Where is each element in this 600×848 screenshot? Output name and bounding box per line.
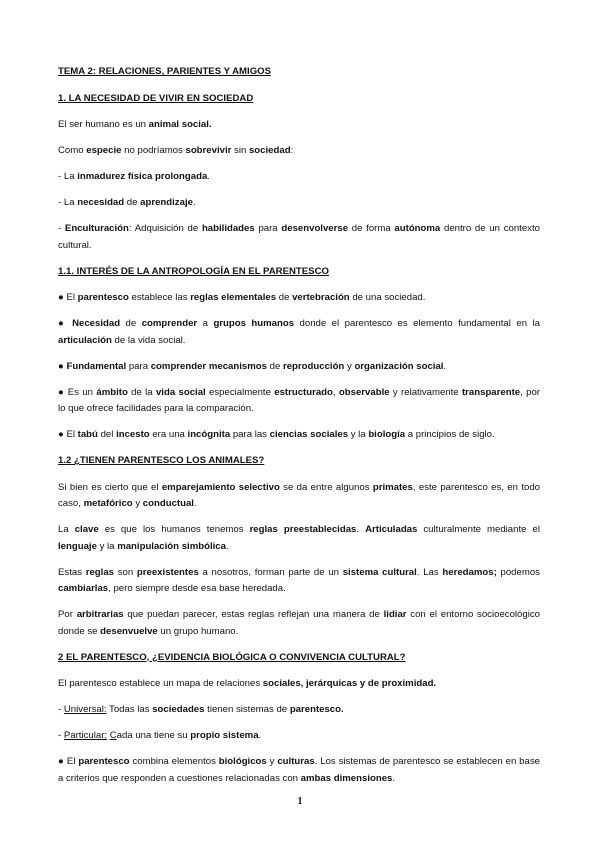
- document-title: TEMA 2: RELACIONES, PARIENTES Y AMIGOS: [58, 66, 272, 77]
- bullet-item: ● El tabú del incesto era una incógnita para las ciencias sociales y la biología a principios de siglo.: [58, 429, 495, 440]
- bullet-item: ● El parentesco establece las reglas elementales de vertebración de una sociedad.: [58, 292, 426, 303]
- paragraph: Estas reglas son preexistentes a nosotros, forman parte de un sistema cultural. Las heredamos; podemos cambiarlas, pero siempre desde esa base heredada.: [58, 566, 540, 594]
- list-item: - La inmadurez física prolongada.: [58, 171, 210, 182]
- section-heading-1-1: 1.1. INTERÉS DE LA ANTROPOLOGÍA EN EL PARENTESCO: [58, 265, 329, 277]
- document-body: [58, 64, 540, 797]
- paragraph: El ser humano es un animal social.: [58, 119, 212, 130]
- paragraph: Como especie no podríamos sobrevivir sin sociedad:: [58, 145, 294, 156]
- bullet-item: ● Necesidad de comprender a grupos humanos donde el parentesco es elemento fundamental en la articulación de la vida social.: [58, 318, 540, 346]
- bullet-item: ● Fundamental para comprender mecanismos de reproducción y organización social.: [58, 360, 447, 372]
- paragraph: Si bien es cierto que el emparejamiento selectivo se da entre algunos primates, este parentesco es, en todo caso, metafórico y conductual.: [58, 481, 540, 509]
- page-number: 1: [297, 796, 303, 807]
- list-item: - La necesidad de aprendizaje.: [58, 197, 196, 208]
- list-item: - Particular: Cada una tiene su propio sistema.: [58, 730, 262, 741]
- list-item: - Universal: Todas las sociedades tienen sistemas de parentesco.: [58, 704, 344, 715]
- section-heading-1-2: 1.2 ¿TIENEN PARENTESCO LOS ANIMALES?: [58, 455, 265, 466]
- paragraph: Por arbitrarias que puedan parecer, estas reglas reflejan una manera de lidiar con el entorno socioecológico donde se desenvuelve un grupo humano.: [58, 609, 540, 637]
- section-heading-2: 2 EL PARENTESCO, ¿EVIDENCIA BIOLÓGICA O CONVIVENCIA CULTURAL?: [58, 651, 406, 663]
- paragraph: La clave es que los humanos tenemos reglas preestablecidas. Articuladas culturalmente mediante el lenguaje y la manipulación simbólica.: [58, 524, 540, 552]
- bullet-item: ● Es un ámbito de la vida social especialmente estructurado, observable y relativamente transparente, por lo que ofrece facilidades para la comparación.: [58, 386, 540, 414]
- list-item: - Enculturación: Adquisición de habilidades para desenvolverse de forma autónoma dentro de un contexto cultural.: [58, 223, 540, 251]
- paragraph: El parentesco establece un mapa de relaciones sociales, jerárquicas y de proximidad.: [58, 678, 437, 689]
- bullet-item: ● El parentesco combina elementos biológicos y culturas. Los sistemas de parentesco se establecen en base a criterios que responden a cuestiones relacionadas con ambas dimensiones.: [58, 756, 540, 784]
- section-heading-1: 1. LA NECESIDAD DE VIVIR EN SOCIEDAD: [58, 92, 254, 104]
